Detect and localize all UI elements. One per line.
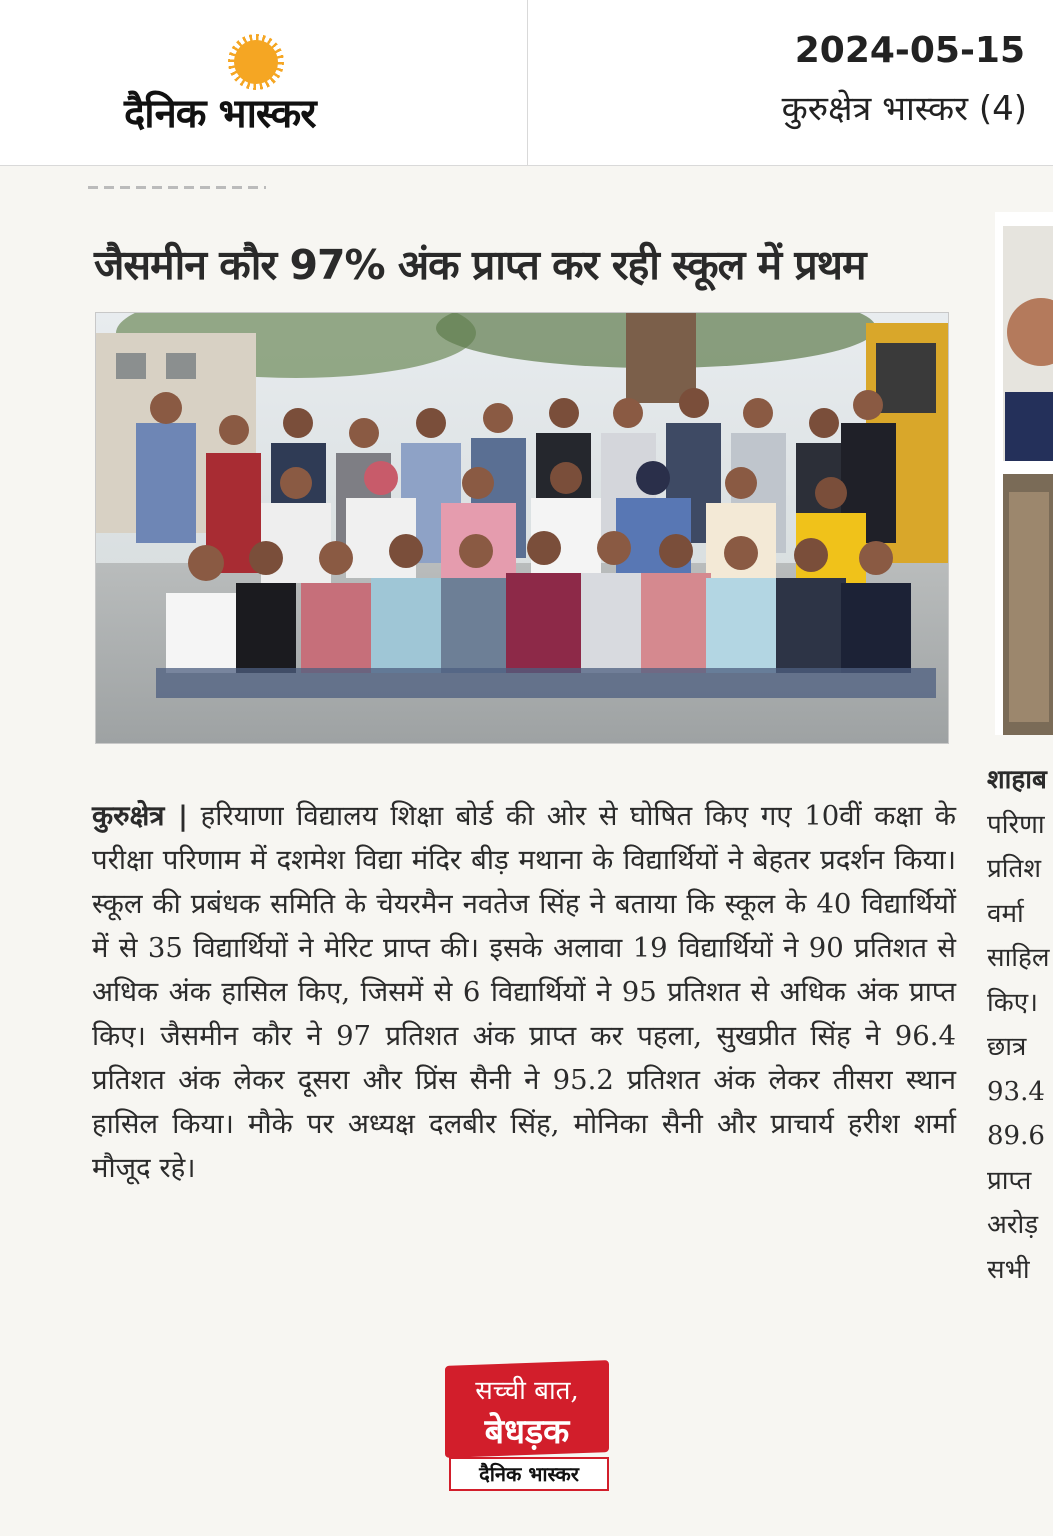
adjacent-line: अरोड़ [987, 1210, 1039, 1240]
publication-date: 2024-05-15 [794, 30, 1025, 71]
newspaper-brand: दैनिक भास्कर [124, 91, 316, 137]
promo-badge [443, 1363, 611, 1495]
article-headline: जैसमीन कौर 97% अंक प्राप्त कर रही स्कूल में प्रथम [94, 241, 866, 289]
adjacent-line: साहिल [987, 943, 1050, 973]
adjacent-line: 89.6 [987, 1121, 1045, 1151]
article-text: हरियाणा विद्यालय शिक्षा बोर्ड की ओर से घोषित किए गए 10वीं कक्षा के परीक्षा परिणाम में दशमेश विद्या मंदिर बीड़ मथाना के विद्यार्थियों ने बेहतर प्रदर्शन किया। स्कूल की प्रबंधक समिति के चेयरमैन नवतेज सिंह ने बताया कि स्कूल के 40 विद्यार्थियों में से 35 विद्यार्थियों ने मेरिट प्राप्त की। इसके अलावा 19 विद्यार्थियों ने 90 प्रतिशत से अधिक अंक हासिल किए, जिसमें से 6 विद्यार्थियों ने 95 प्रतिशत से अधिक अंक प्राप्त किए। जैसमीन कौर ने 97 प्रतिशत अंक प्राप्त कर पहला, सुखप्रीत सिंह ने 96.4 प्रतिशत अंक लेकर दूसरा और प्रिंस सैनी ने 95.2 प्रतिशत अंक लेकर तीसरा स्थान हासिल किया। मौके पर अध्यक्ष दलबीर सिंह, मोनिका सैनी और प्राचार्य हरीश शर्मा मौजूद रहे। [92, 800, 956, 1184]
adjacent-article-photo [995, 212, 1053, 735]
sun-logo-icon [234, 40, 278, 84]
edition-label: कुरुक्षेत्र भास्कर (4) [781, 89, 1027, 129]
article-body [92, 794, 956, 1190]
badge-brand: दैनिक भास्कर [449, 1457, 609, 1491]
page-header [0, 0, 1053, 166]
adjacent-line: छात्र [987, 1032, 1027, 1062]
adjacent-line: किए। [987, 987, 1038, 1018]
adjacent-line: परिणा [987, 809, 1045, 840]
header-divider [527, 0, 528, 165]
adjacent-line: वर्मा [987, 898, 1024, 929]
adjacent-line: शाहाब [987, 765, 1047, 795]
group-photo [95, 312, 949, 744]
newspaper-clipping [0, 166, 1053, 1536]
adjacent-article-text [987, 758, 1053, 1292]
adjacent-line: प्राप्त [987, 1165, 1032, 1196]
badge-slogan-line1: सच्ची बात, [475, 1376, 579, 1406]
newspaper-logo [124, 36, 394, 136]
clip-top-border [88, 186, 266, 189]
group-photo-illustration [96, 313, 948, 743]
adjacent-photo-illustration [995, 212, 1053, 735]
students-front-row [156, 531, 936, 698]
adjacent-line: सभी [987, 1254, 1030, 1285]
badge-slogan-line2: बेधड़क [484, 1412, 570, 1452]
adjacent-line: प्रतिश [987, 854, 1042, 884]
article-dateline: कुरुक्षेत्र | [92, 800, 188, 832]
adjacent-line: 93.4 [987, 1076, 1045, 1107]
